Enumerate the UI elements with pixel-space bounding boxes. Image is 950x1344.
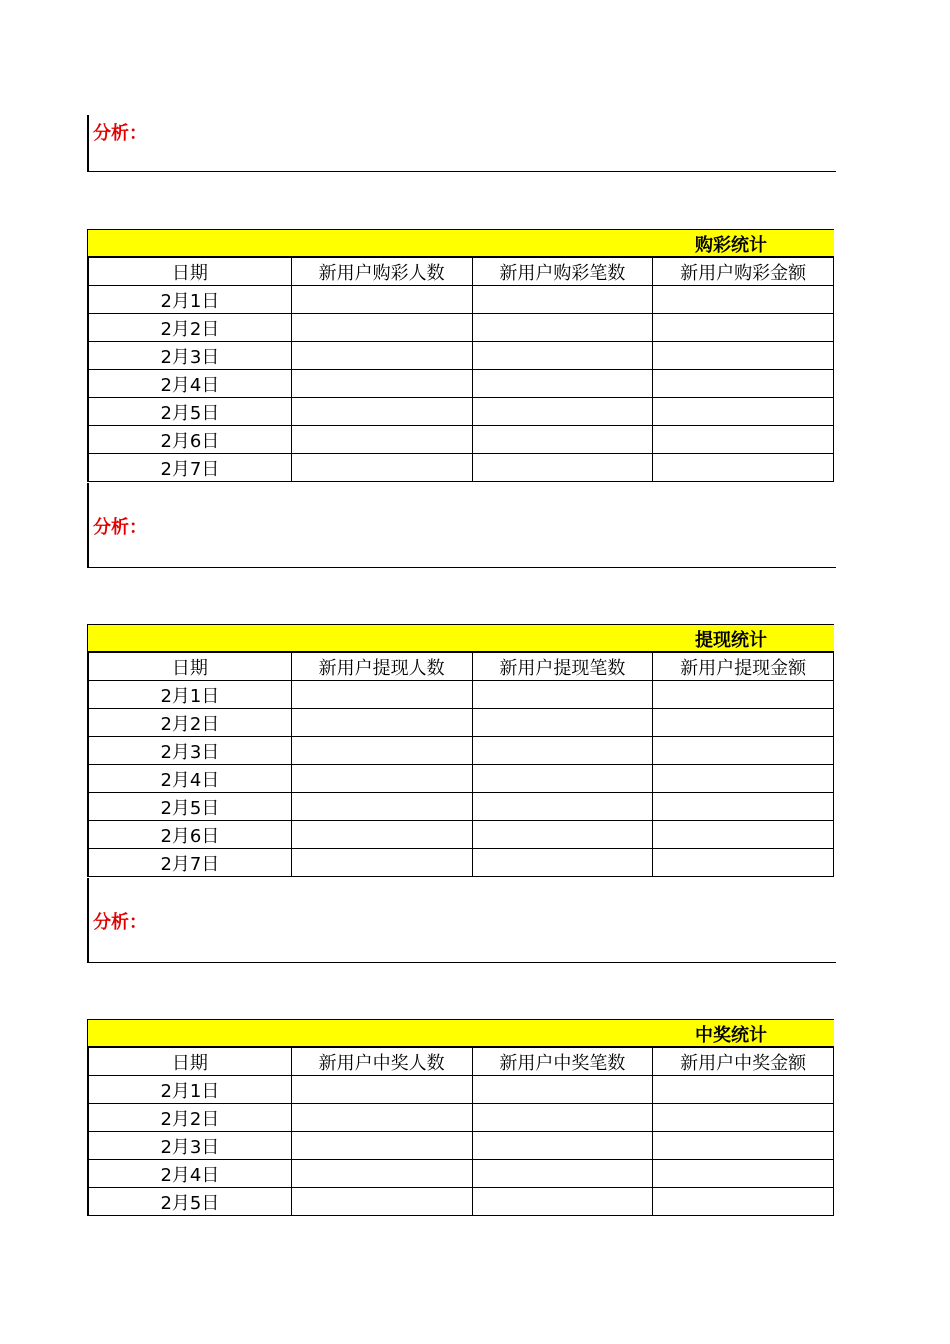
date-cell: 2月5日 xyxy=(88,793,291,821)
data-cell[interactable] xyxy=(472,314,653,342)
analysis-label: 分析： xyxy=(93,912,147,933)
data-cell[interactable] xyxy=(291,398,472,426)
section-title: 购彩统计 xyxy=(695,235,767,256)
table-row xyxy=(88,737,834,765)
data-cell[interactable] xyxy=(472,709,653,737)
data-cell[interactable] xyxy=(472,426,653,454)
data-cell[interactable] xyxy=(472,849,653,877)
data-cell[interactable] xyxy=(472,342,653,370)
analysis-box-1 xyxy=(87,115,836,172)
data-cell[interactable] xyxy=(472,1160,653,1188)
table-row xyxy=(88,398,834,426)
column-header: 日期 xyxy=(88,258,291,286)
data-cell[interactable] xyxy=(653,1160,834,1188)
data-cell[interactable] xyxy=(291,709,472,737)
date-cell: 2月5日 xyxy=(88,398,291,426)
data-cell[interactable] xyxy=(472,1188,653,1216)
table-row xyxy=(88,681,834,709)
data-cell[interactable] xyxy=(653,737,834,765)
date-cell: 2月4日 xyxy=(88,1160,291,1188)
column-header: 新用户中奖笔数 xyxy=(472,1048,653,1076)
data-cell[interactable] xyxy=(472,1104,653,1132)
data-cell[interactable] xyxy=(291,821,472,849)
data-cell[interactable] xyxy=(291,765,472,793)
data-cell[interactable] xyxy=(653,1104,834,1132)
date-cell: 2月6日 xyxy=(88,821,291,849)
data-cell[interactable] xyxy=(653,1076,834,1104)
data-cell[interactable] xyxy=(653,821,834,849)
data-cell[interactable] xyxy=(472,765,653,793)
stats-table xyxy=(87,652,834,877)
analysis-label: 分析： xyxy=(93,123,147,144)
data-cell[interactable] xyxy=(472,370,653,398)
date-cell: 2月3日 xyxy=(88,737,291,765)
date-cell: 2月7日 xyxy=(88,454,291,482)
data-cell[interactable] xyxy=(472,398,653,426)
table-row xyxy=(88,342,834,370)
date-cell: 2月4日 xyxy=(88,765,291,793)
data-cell[interactable] xyxy=(472,286,653,314)
column-header: 新用户提现人数 xyxy=(291,653,472,681)
data-cell[interactable] xyxy=(291,1104,472,1132)
table-row xyxy=(88,821,834,849)
table-row xyxy=(88,286,834,314)
data-cell[interactable] xyxy=(653,1132,834,1160)
data-cell[interactable] xyxy=(653,370,834,398)
data-cell[interactable] xyxy=(653,849,834,877)
data-cell[interactable] xyxy=(472,737,653,765)
data-cell[interactable] xyxy=(653,765,834,793)
stats-table xyxy=(87,1047,834,1216)
data-cell[interactable] xyxy=(291,426,472,454)
section-banner xyxy=(87,229,834,257)
date-cell: 2月3日 xyxy=(88,1132,291,1160)
column-header: 新用户中奖人数 xyxy=(291,1048,472,1076)
date-cell: 2月6日 xyxy=(88,426,291,454)
column-header: 新用户提现金额 xyxy=(653,653,834,681)
column-header: 新用户购彩笔数 xyxy=(472,258,653,286)
data-cell[interactable] xyxy=(472,681,653,709)
date-cell: 2月1日 xyxy=(88,1076,291,1104)
data-cell[interactable] xyxy=(291,1188,472,1216)
date-cell: 2月2日 xyxy=(88,709,291,737)
data-cell[interactable] xyxy=(291,849,472,877)
data-cell[interactable] xyxy=(472,454,653,482)
analysis-label: 分析： xyxy=(93,517,147,538)
data-cell[interactable] xyxy=(653,314,834,342)
data-cell[interactable] xyxy=(653,286,834,314)
section-banner xyxy=(87,624,834,652)
table-row xyxy=(88,426,834,454)
data-cell[interactable] xyxy=(291,1132,472,1160)
data-cell[interactable] xyxy=(291,286,472,314)
data-cell[interactable] xyxy=(291,454,472,482)
data-cell[interactable] xyxy=(653,681,834,709)
date-cell: 2月7日 xyxy=(88,849,291,877)
data-cell[interactable] xyxy=(653,1188,834,1216)
table-row xyxy=(88,1188,834,1216)
data-cell[interactable] xyxy=(653,342,834,370)
table-row xyxy=(88,1104,834,1132)
data-cell[interactable] xyxy=(472,821,653,849)
date-cell: 2月1日 xyxy=(88,286,291,314)
data-cell[interactable] xyxy=(291,737,472,765)
column-header: 日期 xyxy=(88,653,291,681)
data-cell[interactable] xyxy=(291,342,472,370)
data-cell[interactable] xyxy=(653,709,834,737)
data-cell[interactable] xyxy=(653,793,834,821)
data-cell[interactable] xyxy=(472,793,653,821)
date-cell: 2月4日 xyxy=(88,370,291,398)
data-cell[interactable] xyxy=(472,1132,653,1160)
date-cell: 2月5日 xyxy=(88,1188,291,1216)
table-row xyxy=(88,314,834,342)
column-header: 新用户中奖金额 xyxy=(653,1048,834,1076)
stats-table xyxy=(87,257,834,482)
column-header: 新用户购彩人数 xyxy=(291,258,472,286)
table-row xyxy=(88,1160,834,1188)
data-cell[interactable] xyxy=(291,793,472,821)
data-cell[interactable] xyxy=(653,398,834,426)
data-cell[interactable] xyxy=(291,370,472,398)
data-cell[interactable] xyxy=(653,426,834,454)
section-banner xyxy=(87,1019,834,1047)
column-header: 日期 xyxy=(88,1048,291,1076)
table-row xyxy=(88,849,834,877)
date-cell: 2月2日 xyxy=(88,1104,291,1132)
table-row xyxy=(88,454,834,482)
table-row xyxy=(88,1076,834,1104)
data-cell[interactable] xyxy=(291,314,472,342)
table-row xyxy=(88,709,834,737)
data-cell[interactable] xyxy=(291,681,472,709)
analysis-box-3 xyxy=(87,878,836,963)
analysis-box-2 xyxy=(87,483,836,568)
data-cell[interactable] xyxy=(653,454,834,482)
table-header-row xyxy=(88,653,834,681)
table-row xyxy=(88,370,834,398)
column-header: 新用户提现笔数 xyxy=(472,653,653,681)
data-cell[interactable] xyxy=(291,1160,472,1188)
data-cell[interactable] xyxy=(472,1076,653,1104)
date-cell: 2月3日 xyxy=(88,342,291,370)
table-row xyxy=(88,1132,834,1160)
section-title: 中奖统计 xyxy=(695,1025,767,1046)
table-row xyxy=(88,793,834,821)
table-header-row xyxy=(88,258,834,286)
column-header: 新用户购彩金额 xyxy=(653,258,834,286)
date-cell: 2月2日 xyxy=(88,314,291,342)
date-cell: 2月1日 xyxy=(88,681,291,709)
data-cell[interactable] xyxy=(291,1076,472,1104)
table-header-row xyxy=(88,1048,834,1076)
table-row xyxy=(88,765,834,793)
section-title: 提现统计 xyxy=(695,630,767,651)
